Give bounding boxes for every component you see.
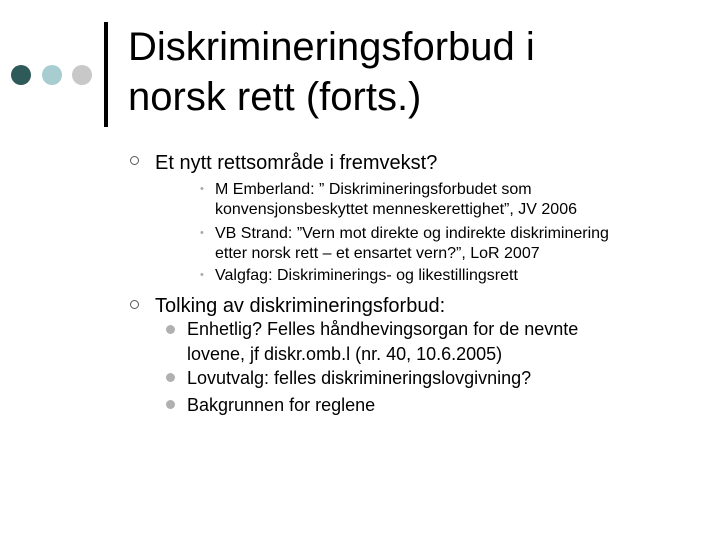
small-dot-icon: • [200,183,204,195]
decor-dot-teal [42,65,62,85]
decor-dot-grey [72,65,92,85]
sub-item-2-3: Bakgrunnen for reglene [187,395,376,415]
title-line-2: norsk rett (forts.) [128,75,422,119]
sub-item-2-2: Lovutvalg: felles diskrimineringslovgivning? [187,368,532,388]
title-divider [104,22,108,127]
small-dot-icon: • [200,269,204,281]
filled-disc-icon [166,373,175,382]
sub-item-1-2 [215,224,695,264]
bullet-2-text: Tolking av diskrimineringsforbud: [155,295,446,317]
sub-item-2-1-line-1: Enhetlig? Felles håndhevingsorgan for de nevnte [187,319,579,339]
hollow-circle-icon [130,156,139,165]
title-line-1: Diskrimineringsforbud i [128,25,535,69]
sub-item-1-1-line-1: M Emberland: ” Diskrimineringsforbudet som [215,181,532,198]
small-dot-icon: • [200,227,204,239]
decor-dot-dark [11,65,31,85]
filled-disc-icon [166,325,175,334]
sub-item-1-2-line-2: etter norsk rett – et ensartet vern?”, LoR 2007 [215,245,540,262]
filled-disc-icon [166,400,175,409]
hollow-circle-icon [130,300,139,309]
sub-item-1-2-line-1: VB Strand: ”Vern mot direkte og indirekte diskriminering [215,225,609,242]
bullet-1-text: Et nytt rettsområde i fremvekst? [155,152,438,174]
slide-title [128,22,698,122]
sub-item-2-1 [187,317,667,367]
sub-item-1-1-line-2: konvensjonsbeskyttet menneskerettighet”, JV 2006 [215,201,577,218]
sub-item-2-1-line-2: lovene, jf diskr.omb.l (nr. 40, 10.6.2005) [187,344,503,364]
sub-item-1-3: Valgfag: Diskriminerings- og likestillingsrett [215,267,518,284]
sub-item-1-1 [215,180,695,220]
